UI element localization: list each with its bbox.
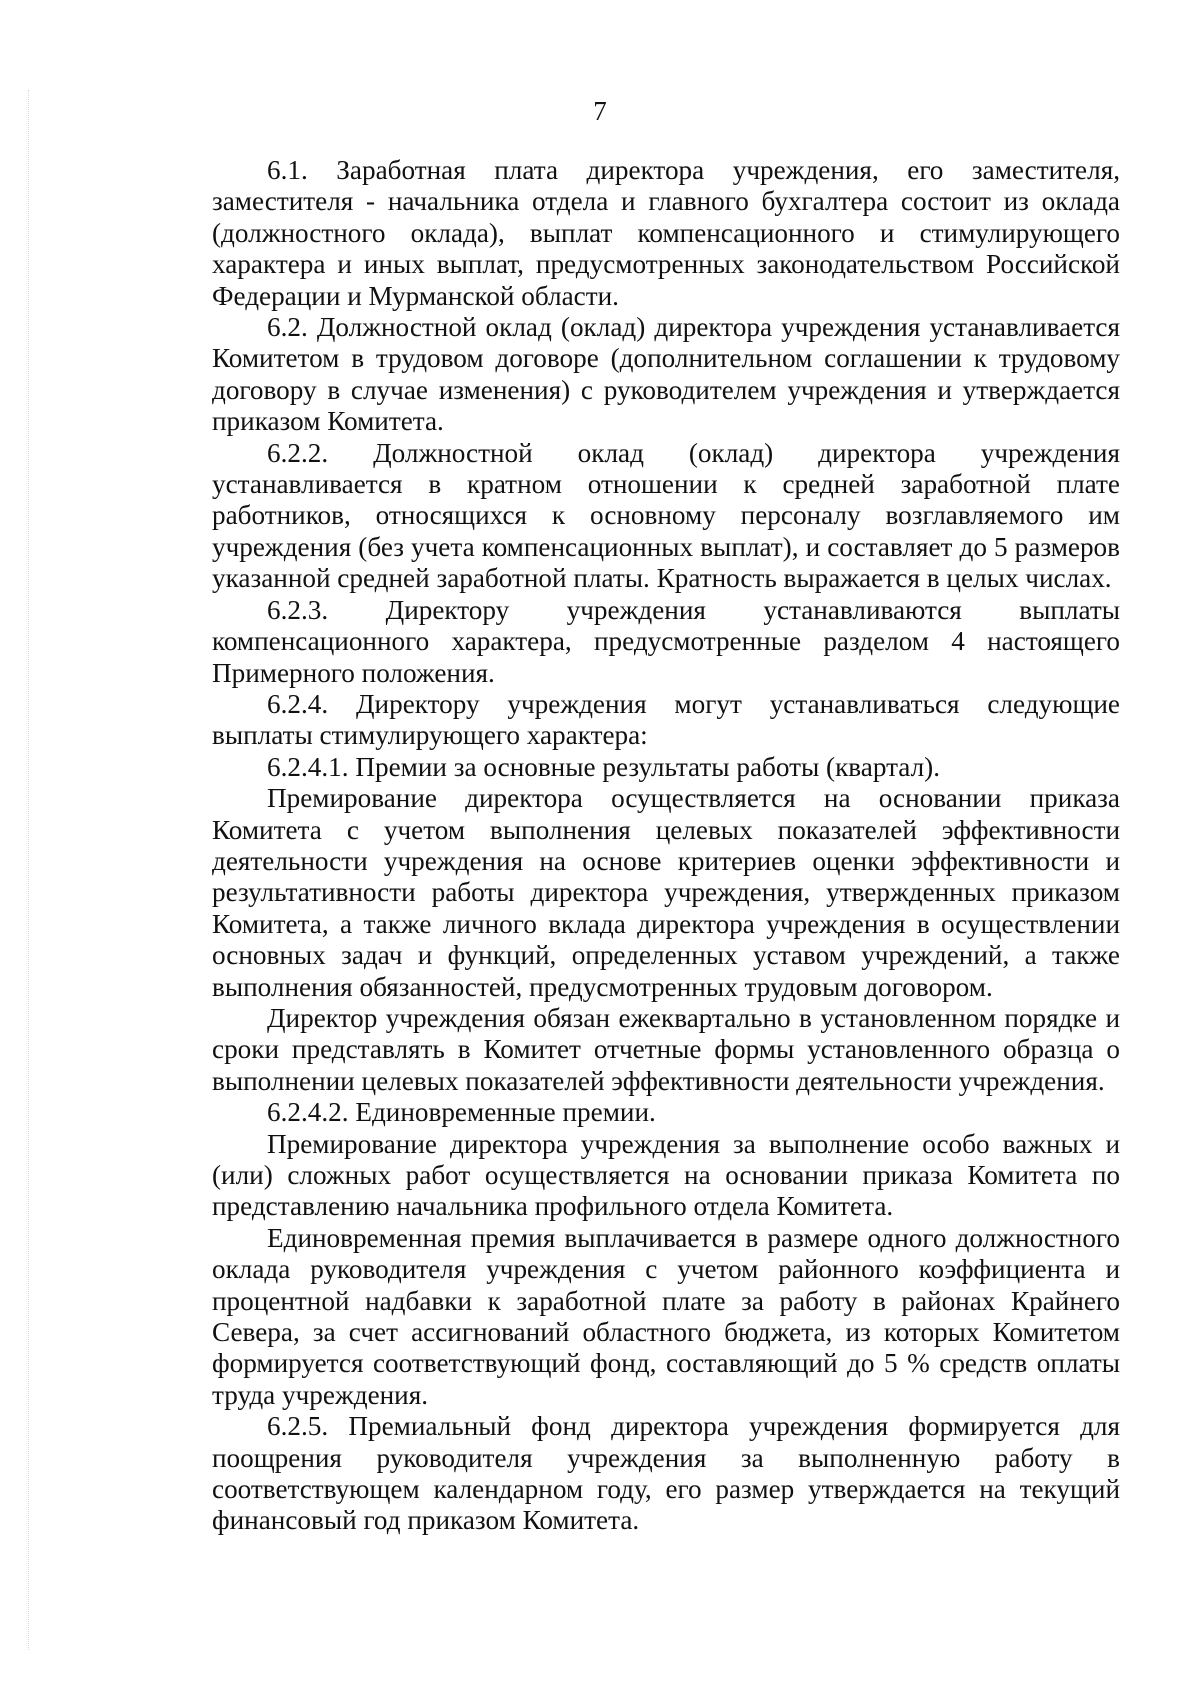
paragraph-6-2-5: 6.2.5. Премиальный фонд директора учреждения формируется для поощрения руководителя учреждения за выполненную работу в соответствующем календарном году, его размер утверждается на текущий финансовый год приказом Комитета. [212,1411,1120,1536]
paragraph-director-reporting: Директор учреждения обязан ежеквартально в установленном порядке и сроки представлять в Комитет отчетные формы установленного образца о выполнении целевых показателей эффективности деятельности учреждения. [212,1002,1120,1096]
paragraph-6-2-4-1: 6.2.4.1. Премии за основные результаты работы (квартал). [267,751,941,782]
paragraph-6-2-3: 6.2.3. Директору учреждения устанавливаются выплаты компенсационного характера, предусмотренные разделом 4 настоящего Примерного положения. [212,594,1120,688]
paragraph-premium-basis: Премирование директора осуществляется на основании приказа Комитета с учетом выполнения целевых показателей эффективности деятельности учреждения на основе критериев оценки эффективности и результативности работы директора учреждения, утвержденных приказом Комитета, а также личного вклада директора учреждения в осуществлении основных задач и функций, определенных уставом учреждений, а также выполнения обязанностей, предусмотренных трудовым договором. [212,783,1120,1002]
paragraph-6-2-4-2: 6.2.4.2. Единовременные премии. [267,1097,656,1128]
paragraph-6-2: 6.2. Должностной оклад (оклад) директора учреждения устанавливается Комитетом в трудовом договоре (дополнительном соглашении к трудовому договору в случае изменения) с руководителем учреждения и утверждается приказом Комитета. [212,312,1120,437]
document-body [212,155,1120,1537]
paragraph-special-works-bonus: Премирование директора учреждения за выполнение особо важных и (или) сложных работ осуществляется на основании приказа Комитета по представлению начальника профильного отдела Комитета. [212,1128,1120,1222]
paragraph-6-2-4: 6.2.4. Директору учреждения могут устанавливаться следующие выплаты стимулирующего характера: [212,688,1120,751]
paragraph-6-1: 6.1. Заработная плата директора учреждения, его заместителя, заместителя - начальника отдела и главного бухгалтера состоит из оклада (должностного оклада), выплат компенсационного и стимулирующего характера и иных выплат, предусмотренных законодательством Российской Федерации и Мурманской области. [212,155,1120,311]
paragraph-6-2-2: 6.2.2. Должностной оклад (оклад) директора учреждения устанавливается в кратном отношении к средней заработной плате работников, относящихся к основному персоналу возглавляемого им учреждения (без учета компенсационных выплат), и составляет до 5 размеров указанной средней заработной платы. Кратность выражается в целых числах. [212,437,1120,594]
page-number: 7 [593,96,607,126]
scan-edge-line [28,90,30,1650]
paragraph-one-time-bonus: Единовременная премия выплачивается в размере одного должностного оклада руководителя учреждения с учетом районного коэффициента и процентной надбавки к заработной плате за работу в районах Крайнего Севера, за счет ассигнований областного бюджета, из которых Комитетом формируется соответствующий фонд, составляющий до 5 % средств оплаты труда учреждения. [212,1222,1120,1410]
